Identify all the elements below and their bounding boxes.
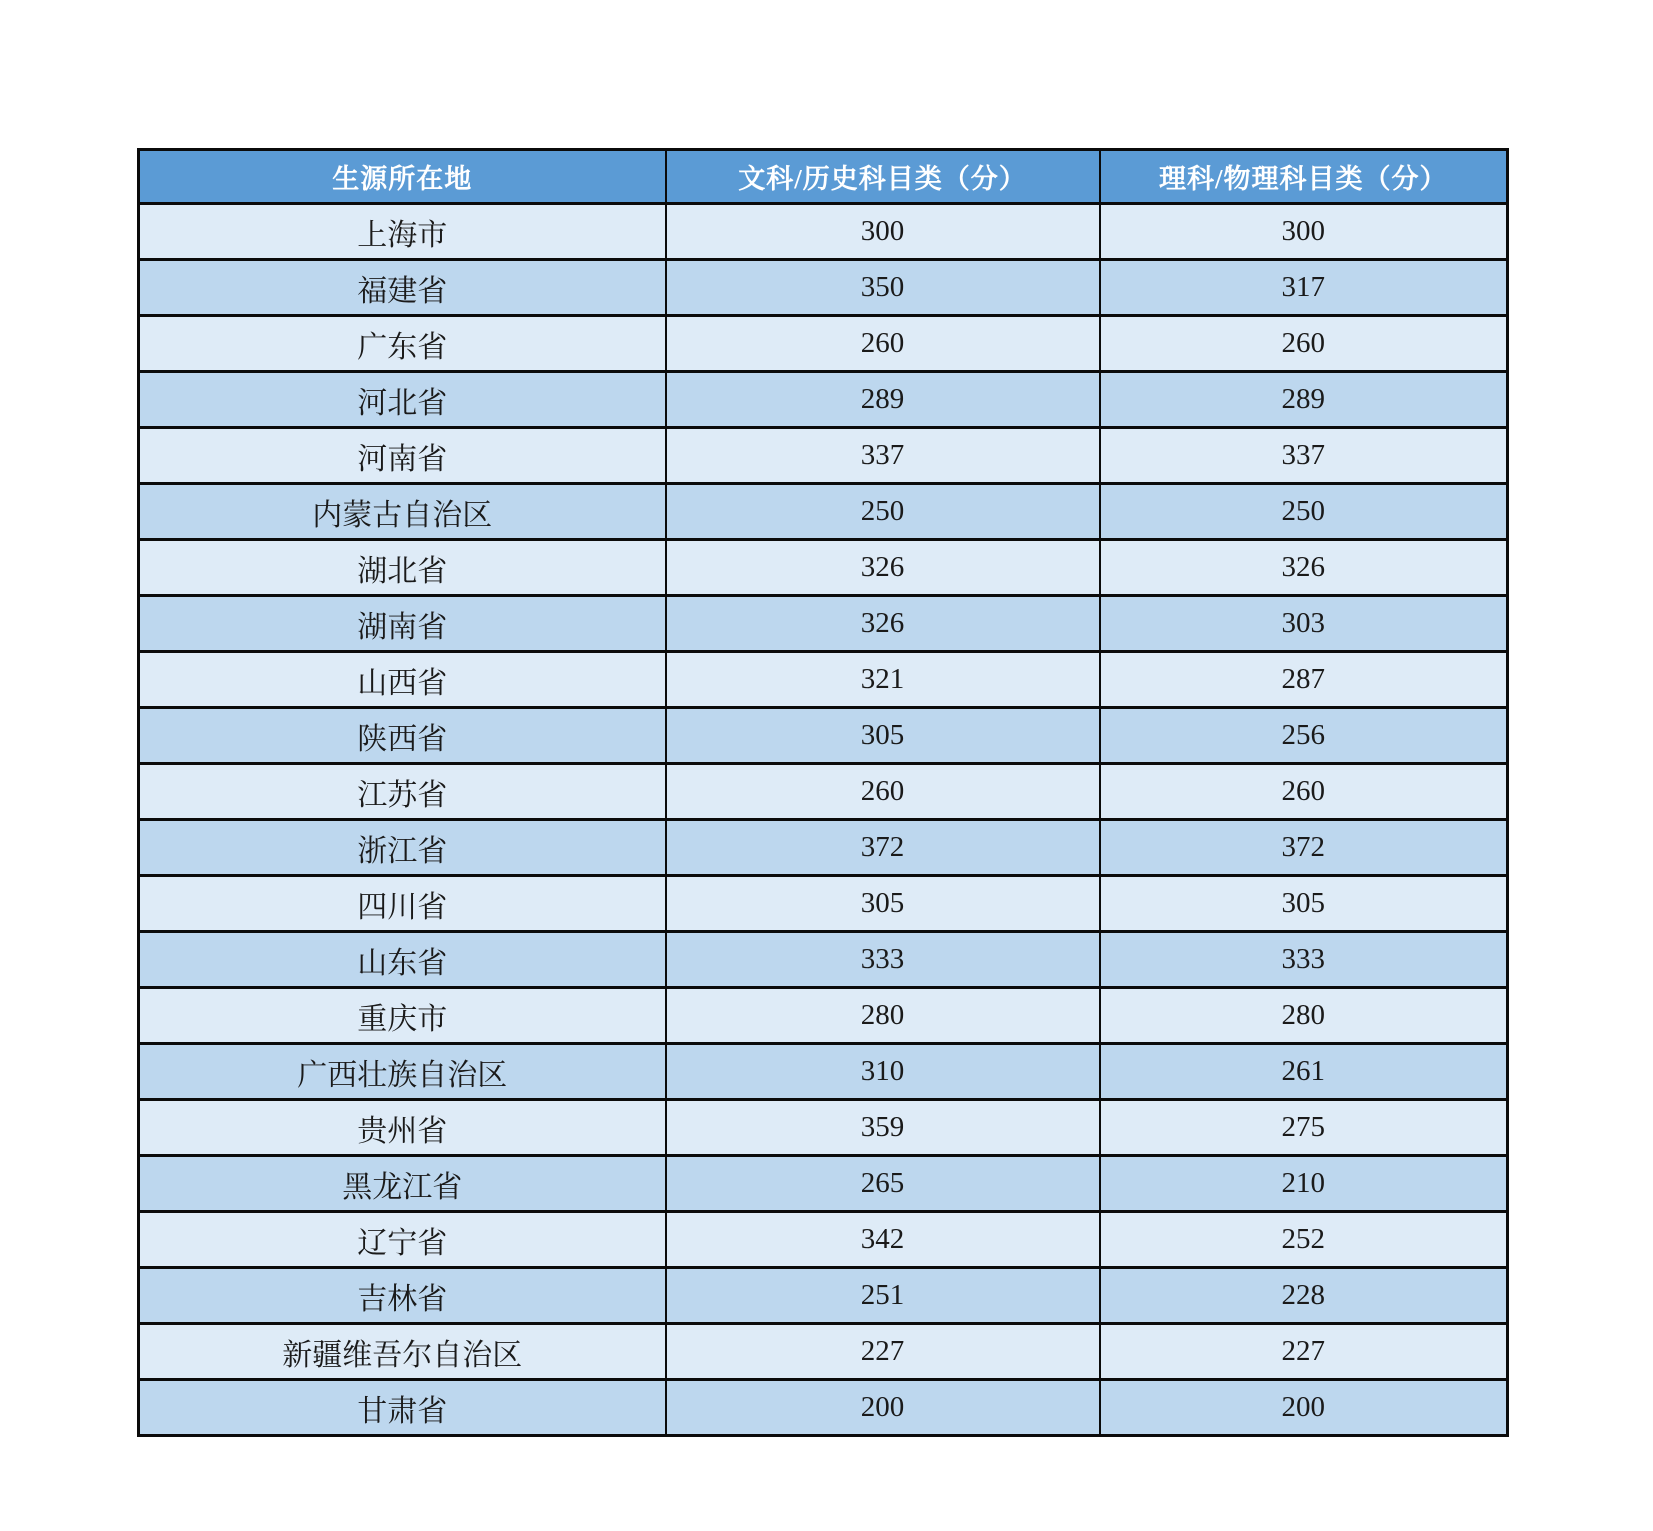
table-row — [139, 1100, 1508, 1156]
table-row — [139, 1044, 1508, 1100]
science-score-cell: 333 — [1100, 932, 1508, 988]
arts-score-cell: 265 — [666, 1156, 1100, 1212]
header-region: 生源所在地 — [139, 150, 666, 204]
arts-score-cell: 321 — [666, 652, 1100, 708]
science-score-cell: 260 — [1100, 316, 1508, 372]
header-row — [139, 150, 1508, 204]
region-cell: 河南省 — [139, 428, 666, 484]
arts-score-cell: 359 — [666, 1100, 1100, 1156]
science-score-cell: 228 — [1100, 1268, 1508, 1324]
table-row — [139, 1380, 1508, 1436]
table-row — [139, 764, 1508, 820]
science-score-cell: 275 — [1100, 1100, 1508, 1156]
arts-score-cell: 280 — [666, 988, 1100, 1044]
table-row — [139, 484, 1508, 540]
region-cell: 甘肃省 — [139, 1380, 666, 1436]
table-body — [139, 204, 1508, 1436]
table-row — [139, 428, 1508, 484]
table-row — [139, 260, 1508, 316]
region-cell: 浙江省 — [139, 820, 666, 876]
arts-score-cell: 260 — [666, 764, 1100, 820]
header-arts-history: 文科/历史科目类（分） — [666, 150, 1100, 204]
science-score-cell: 289 — [1100, 372, 1508, 428]
arts-score-cell: 260 — [666, 316, 1100, 372]
science-score-cell: 326 — [1100, 540, 1508, 596]
region-cell: 福建省 — [139, 260, 666, 316]
region-cell: 黑龙江省 — [139, 1156, 666, 1212]
region-cell: 广西壮族自治区 — [139, 1044, 666, 1100]
arts-score-cell: 300 — [666, 204, 1100, 260]
table-row — [139, 820, 1508, 876]
arts-score-cell: 305 — [666, 708, 1100, 764]
science-score-cell: 300 — [1100, 204, 1508, 260]
region-cell: 山西省 — [139, 652, 666, 708]
region-cell: 重庆市 — [139, 988, 666, 1044]
region-cell: 山东省 — [139, 932, 666, 988]
arts-score-cell: 342 — [666, 1212, 1100, 1268]
region-cell: 湖南省 — [139, 596, 666, 652]
science-score-cell: 305 — [1100, 876, 1508, 932]
science-score-cell: 372 — [1100, 820, 1508, 876]
arts-score-cell: 333 — [666, 932, 1100, 988]
region-cell: 江苏省 — [139, 764, 666, 820]
table-row — [139, 876, 1508, 932]
science-score-cell: 256 — [1100, 708, 1508, 764]
arts-score-cell: 289 — [666, 372, 1100, 428]
table-row — [139, 204, 1508, 260]
arts-score-cell: 326 — [666, 596, 1100, 652]
table-row — [139, 708, 1508, 764]
region-cell: 湖北省 — [139, 540, 666, 596]
science-score-cell: 261 — [1100, 1044, 1508, 1100]
science-score-cell: 317 — [1100, 260, 1508, 316]
science-score-cell: 227 — [1100, 1324, 1508, 1380]
arts-score-cell: 227 — [666, 1324, 1100, 1380]
admission-score-table — [137, 148, 1509, 1437]
arts-score-cell: 305 — [666, 876, 1100, 932]
table-row — [139, 652, 1508, 708]
science-score-cell: 200 — [1100, 1380, 1508, 1436]
arts-score-cell: 200 — [666, 1380, 1100, 1436]
science-score-cell: 287 — [1100, 652, 1508, 708]
region-cell: 河北省 — [139, 372, 666, 428]
science-score-cell: 337 — [1100, 428, 1508, 484]
table-row — [139, 1212, 1508, 1268]
table-row — [139, 1268, 1508, 1324]
table-row — [139, 1324, 1508, 1380]
arts-score-cell: 251 — [666, 1268, 1100, 1324]
arts-score-cell: 326 — [666, 540, 1100, 596]
science-score-cell: 210 — [1100, 1156, 1508, 1212]
arts-score-cell: 310 — [666, 1044, 1100, 1100]
science-score-cell: 250 — [1100, 484, 1508, 540]
science-score-cell: 303 — [1100, 596, 1508, 652]
region-cell: 新疆维吾尔自治区 — [139, 1324, 666, 1380]
arts-score-cell: 250 — [666, 484, 1100, 540]
arts-score-cell: 337 — [666, 428, 1100, 484]
science-score-cell: 280 — [1100, 988, 1508, 1044]
table-header — [139, 150, 1508, 204]
table-row — [139, 372, 1508, 428]
region-cell: 上海市 — [139, 204, 666, 260]
region-cell: 广东省 — [139, 316, 666, 372]
science-score-cell: 260 — [1100, 764, 1508, 820]
table-row — [139, 596, 1508, 652]
table-row — [139, 1156, 1508, 1212]
region-cell: 吉林省 — [139, 1268, 666, 1324]
region-cell: 内蒙古自治区 — [139, 484, 666, 540]
table-row — [139, 988, 1508, 1044]
table-row — [139, 540, 1508, 596]
arts-score-cell: 372 — [666, 820, 1100, 876]
region-cell: 四川省 — [139, 876, 666, 932]
region-cell: 贵州省 — [139, 1100, 666, 1156]
region-cell: 陕西省 — [139, 708, 666, 764]
table-row — [139, 932, 1508, 988]
table-row — [139, 316, 1508, 372]
science-score-cell: 252 — [1100, 1212, 1508, 1268]
region-cell: 辽宁省 — [139, 1212, 666, 1268]
header-science-physics: 理科/物理科目类（分） — [1100, 150, 1508, 204]
arts-score-cell: 350 — [666, 260, 1100, 316]
